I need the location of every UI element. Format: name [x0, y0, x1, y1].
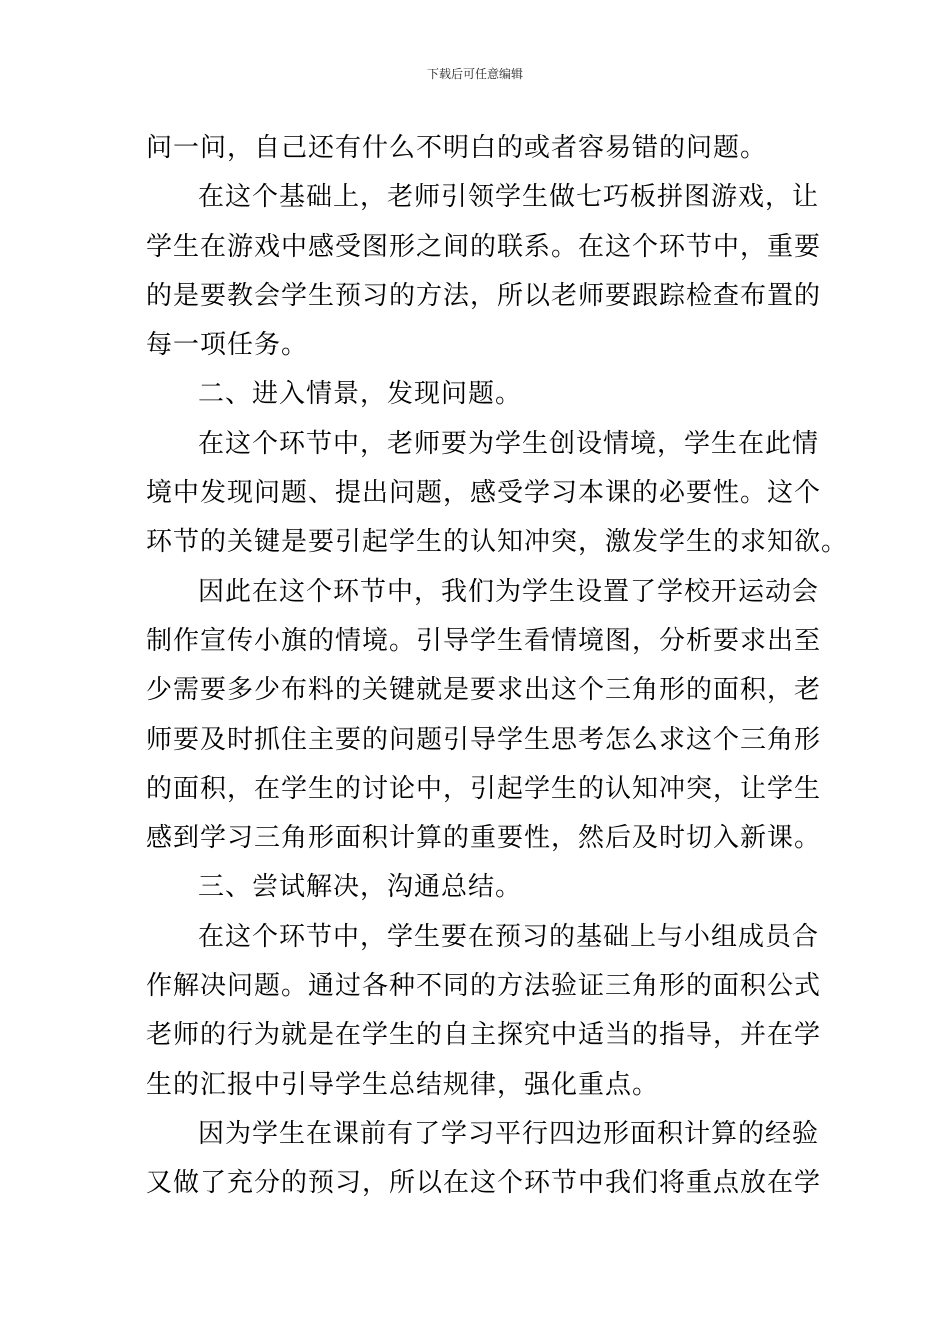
- section-heading: 三、尝试解决，沟通总结。: [198, 872, 523, 903]
- text-line: 的是要教会学生预习的方法，所以老师要跟踪检查布置的: [146, 280, 822, 311]
- text-line: 学生在游戏中感受图形之间的联系。在这个环节中，重要: [146, 231, 822, 262]
- text-line: 师要及时抓住主要的问题引导学生思考怎么求这个三角形: [146, 724, 822, 755]
- text-line: 每一项任务。: [146, 330, 309, 361]
- text-line: 作解决问题。通过各种不同的方法验证三角形的面积公式: [146, 971, 822, 1002]
- text-line: 因为学生在课前有了学习平行四边形面积计算的经验: [198, 1118, 820, 1149]
- text-line: 在这个环节中，老师要为学生创设情境，学生在此情: [198, 428, 820, 459]
- text-line: 环节的关键是要引起学生的认知冲突，激发学生的求知欲。: [146, 527, 849, 558]
- text-line: 老师的行为就是在学生的自主探究中适当的指导，并在学: [146, 1020, 822, 1051]
- text-line: 感到学习三角形面积计算的重要性，然后及时切入新课。: [146, 823, 822, 854]
- text-line: 因此在这个环节中，我们为学生设置了学校开运动会: [198, 576, 820, 607]
- text-line: 生的汇报中引导学生总结规律，强化重点。: [146, 1069, 660, 1100]
- text-line: 在这个基础上，老师引领学生做七巧板拼图游戏，让: [198, 182, 820, 213]
- text-line: 境中发现问题、提出问题，感受学习本课的必要性。这个: [146, 478, 822, 509]
- section-heading: 二、进入情景，发现问题。: [198, 379, 523, 410]
- text-line: 在这个环节中，学生要在预习的基础上与小组成员合: [198, 921, 820, 952]
- text-line: 的面积，在学生的讨论中，引起学生的认知冲突，让学生: [146, 773, 822, 804]
- text-line: 又做了充分的预习，所以在这个环节中我们将重点放在学: [146, 1168, 822, 1199]
- page-header: 下载后可任意编辑: [426, 67, 523, 81]
- text-line: 少需要多少布料的关键就是要求出这个三角形的面积，老: [146, 675, 822, 706]
- body-text: [146, 124, 849, 1209]
- text-line: 制作宣传小旗的情境。引导学生看情境图，分析要求出至: [146, 625, 822, 656]
- text-line: 问一问，自己还有什么不明白的或者容易错的问题。: [146, 133, 768, 163]
